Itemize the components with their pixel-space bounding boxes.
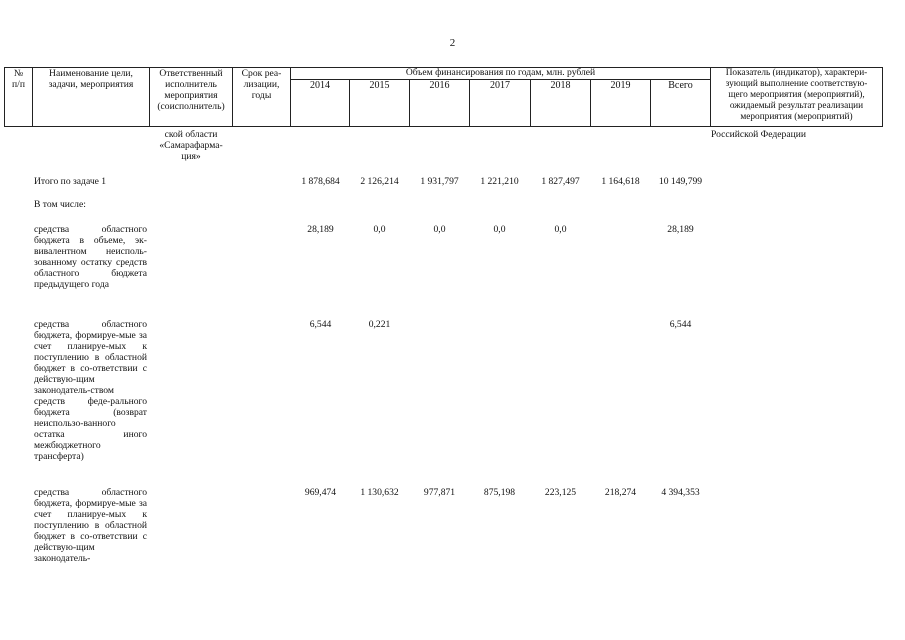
table-header — [4, 67, 883, 127]
header-funding: Объем финансирования по годам, млн. рублей — [405, 67, 596, 78]
funding-value: 1 130,632 — [360, 487, 399, 498]
funding-value: 977,871 — [423, 487, 456, 498]
header-name: Наименование цели, задачи, мероприятия — [48, 68, 134, 90]
funding-value: 0,0 — [373, 224, 386, 235]
header-period: Срок реа- лизации, годы — [241, 68, 282, 101]
funding-value: 2 126,214 — [360, 176, 399, 187]
header-number: № п/п — [12, 68, 25, 90]
row-federal-label: средства областного бюджета, формируе-мые за счет планируе-мых к поступлению в областной бюджет в со-ответствии с действую-щим законодатель- — [34, 487, 147, 564]
funding-value: 969,474 — [304, 487, 337, 498]
header-year-2017: 2017 — [490, 80, 510, 91]
funding-value: 6,544 — [669, 319, 692, 330]
funding-value: 1 221,210 — [480, 176, 519, 187]
funding-value: 10 149,799 — [658, 176, 703, 187]
indicator-continuation: Российской Федерации — [711, 129, 806, 140]
page-number: 2 — [449, 37, 456, 49]
funding-value: 1 931,797 — [420, 176, 459, 187]
header-indicator: Показатель (индикатор), характери- зующий выполнение соответствую- щего мероприятия (мероприятий), ожидаемый результат реализации мероприятия (мероприятий) — [725, 68, 868, 122]
row-carryover-label: средства областного бюджета в объеме, эк-вивалентном неисполь-зованному остатку средств областного бюджета предыдущего года — [34, 224, 147, 290]
funding-value: 6,544 — [309, 319, 332, 330]
funding-value: 218,274 — [604, 487, 637, 498]
funding-value: 0,221 — [368, 319, 391, 330]
header-executor: Ответственный исполнитель мероприятия (соисполнитель) — [157, 68, 225, 112]
row-total-label: Итого по задаче 1 — [34, 176, 107, 187]
executor-continuation: ской области «Самарафарма- ция» — [159, 129, 223, 162]
funding-value: 1 827,497 — [541, 176, 580, 187]
funding-value: 0,0 — [433, 224, 446, 235]
row-federal-return-label: средства областного бюджета, формируе-мые за счет планируе-мых к поступлению в областной бюджет в со-ответствии с действую-щим законодатель-ством средств феде-рального бюджета (возврат неиспользо-ванного остатка иного межбюджетного трансферта) — [34, 319, 147, 462]
header-year-2015: 2015 — [369, 80, 390, 91]
funding-value: 1 164,618 — [601, 176, 640, 187]
funding-value: 28,189 — [307, 224, 334, 235]
funding-value: 4 394,353 — [661, 487, 700, 498]
header-year-2016: 2016 — [429, 80, 450, 91]
header-year-2018: 2018 — [550, 80, 571, 91]
funding-value: 1 878,684 — [301, 176, 340, 187]
funding-value: 0,0 — [493, 224, 506, 235]
header-year-2019: 2019 — [610, 80, 631, 91]
funding-value: 0,0 — [554, 224, 567, 235]
header-year-2014: 2014 — [310, 80, 330, 91]
header-total: Всего — [668, 80, 693, 91]
funding-value: 875,198 — [483, 487, 516, 498]
funding-value: 223,125 — [544, 487, 577, 498]
row-including-label: В том числе: — [34, 199, 86, 210]
funding-value: 28,189 — [667, 224, 694, 235]
